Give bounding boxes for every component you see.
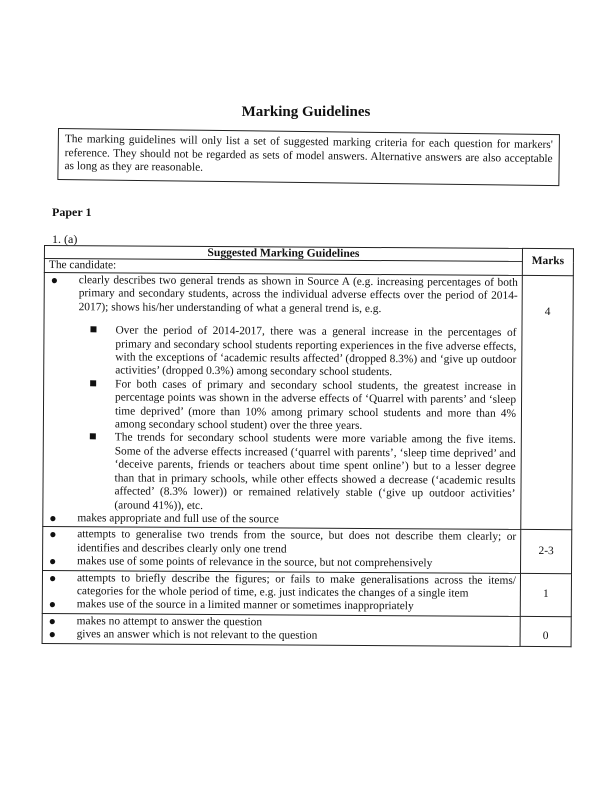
question-label: 1. (a): [52, 232, 78, 246]
bullet-icon: ●: [48, 597, 57, 612]
bullet-icon: ●: [48, 627, 56, 642]
criteria-text: gives an answer which is not relevant to the question: [76, 628, 318, 642]
list-item: [43, 555, 520, 571]
criteria-cell: [42, 570, 520, 616]
marks-value: 1: [520, 573, 571, 617]
example-text: Over the period of 2014-2017, there was a general increase in the percentages of primary and secondary school students reporting experiences in the five adverse effects, with the exceptions of ‘academic results affected’ (dropped 8.3%) and ‘give up outdoor activities’ (dropped 0.3%) among secondary school students.: [115, 324, 517, 379]
candidate-label: The candidate:: [44, 259, 522, 276]
example-text: For both cases of primary and secondary school students, the greatest increase in percentage points was shown in the adverse effects of ‘Quarrel with parents’ and ‘sleep time deprived’ (more than 10% among primary school students and more than 4% among secondary school student) over the three years.: [114, 378, 517, 433]
marks-value: 0: [520, 616, 571, 646]
bullet-icon: ●: [49, 554, 57, 569]
criteria-text: attempts to briefly describe the figures; or fails to make generalisations across the items/ categories for the whole period of time, e.g. just indicates the changes of a single item: [76, 571, 516, 600]
bullet-icon: ●: [48, 570, 57, 585]
table-row: [43, 273, 574, 531]
criteria-text: clearly describes two general trends as shown in Source A (e.g. increasing percentages of both primary and secondary students, across the individual adverse effects over the period of 2014-2017); shows his/her understanding of what a general trend is, e.g.: [78, 274, 518, 315]
marks-value: 4: [521, 275, 574, 530]
criteria-text: makes use of the source in a limited manner or sometimes inappropriately: [76, 598, 414, 613]
list-item: [43, 628, 520, 644]
list-item: [43, 512, 520, 528]
list-item: [43, 431, 520, 514]
disclaimer-box: The marking guidelines will only list a set of suggested marking criteria for each question for markers' reference. They should not be regarded as sets of model answers. Alternative answers are also acceptable as long as they are reasonable.: [57, 128, 560, 186]
example-list: [43, 324, 521, 515]
square-bullet-icon: [90, 434, 96, 440]
criteria-text: makes appropriate and full use of the source: [77, 512, 279, 526]
list-item: [44, 378, 521, 435]
list-item: [43, 528, 520, 558]
criteria-text: makes use of some points of relevance in the source, but not comprehensively: [77, 555, 433, 570]
list-item: [43, 572, 520, 602]
bullet-icon: ●: [48, 613, 56, 628]
list-item: [44, 324, 521, 381]
square-bullet-icon: [90, 327, 96, 333]
example-text: The trends for secondary school students were more variable among the five items. Some of the adverse effects increased (‘quarrel with parents’, ‘sleep time deprived’ and ‘deceive parents, friends or teachers about time spent online’) but to a lesser degree than that in primary schools, while other effects showed a decrease (‘academic results affected’ (8.3% lower)) or remained relatively stable (‘give up outdoor activities’ (around 41%)), etc.: [114, 431, 516, 512]
table-row: [43, 527, 572, 573]
table-row: [42, 613, 571, 646]
list-item: [43, 598, 520, 614]
paper-label: Paper 1: [52, 205, 92, 219]
criteria-text: makes no attempt to answer the question: [76, 614, 263, 629]
table-row: [42, 570, 571, 616]
criteria-cell: [43, 527, 521, 573]
page-title: Marking Guidelines: [241, 104, 371, 120]
marks-value: 2-3: [521, 530, 572, 574]
marks-header: Marks: [522, 248, 573, 275]
square-bullet-icon: [90, 380, 96, 386]
criteria-text: attempts to generalise two trends from the source, but does not describe them clearly; or identifies and describes clearly only one trend: [77, 528, 517, 556]
bullet-icon: ●: [49, 527, 57, 542]
bullet-icon: ●: [49, 510, 57, 525]
marking-table: [42, 245, 574, 647]
list-item: [45, 274, 522, 317]
criteria-cell: [43, 273, 523, 530]
guidelines-header: Suggested Marking Guidelines: [44, 246, 522, 262]
bullet-icon: ●: [50, 273, 59, 288]
criteria-cell: [42, 613, 520, 646]
